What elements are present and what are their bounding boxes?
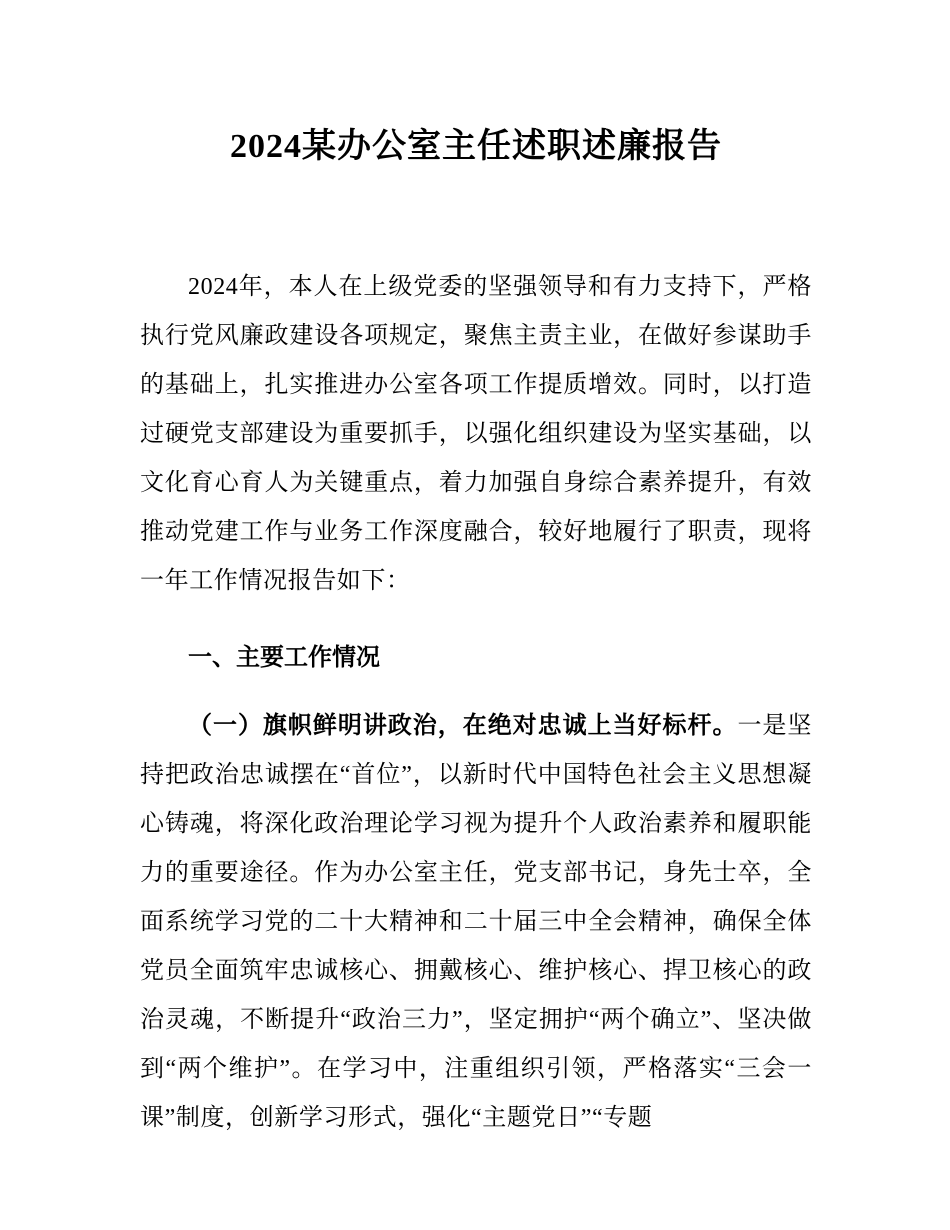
section-heading-main-work: 一、主要工作情况: [188, 644, 380, 671]
sub-section-paragraph: [140, 701, 812, 1143]
sub-section-lead: （一）旗帜鲜明讲政治，在绝对忠诚上当好标杆。: [188, 712, 738, 739]
document-title: 2024某办公室主任述职述廉报告: [230, 128, 722, 165]
sub-section-text: 一是坚持把政治忠诚摆在“首位”，以新时代中国特色社会主义思想凝心铸魂，将深化政治理论学习视为提升个人政治素养和履职能力的重要途径。作为办公室主任，党支部书记，身先士卒，全面系统学习党的二十大精神和二十届三中全会精神，确保全体党员全面筑牢忠诚核心、拥戴核心、维护核心、捍卫核心的政治灵魂，不断提升“政治三力”，坚定拥护“两个确立”、坚决做到“两个维护”。在学习中，注重组织引领，严格落实“三会一课”制度，创新学习形式，强化“主题党日”“专题: [140, 713, 812, 1131]
intro-paragraph: 2024年，本人在上级党委的坚强领导和有力支持下，严格执行党风廉政建设各项规定，聚焦主责主业，在做好参谋助手的基础上，扎实推进办公室各项工作提质增效。同时，以打造过硬党支部建设为重要抓手，以强化组织建设为坚实基础，以文化育心育人为关键重点，着力加强自身综合素养提升，有效推动党建工作与业务工作深度融合，较好地履行了职责，现将一年工作情况报告如下：: [140, 274, 812, 594]
